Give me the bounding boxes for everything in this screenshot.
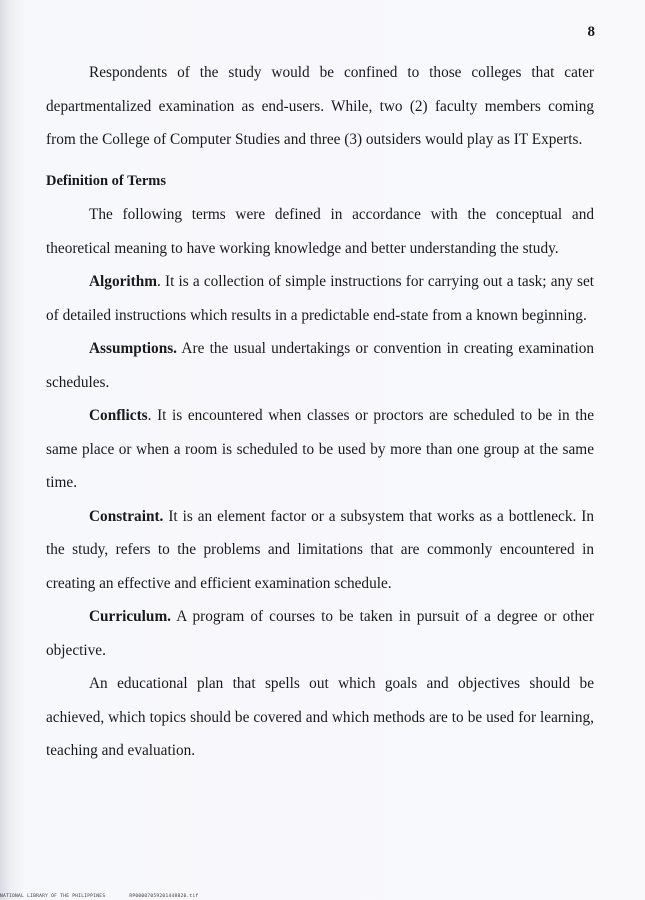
scan-footer [0,894,199,899]
section-heading: Definition of Terms [46,172,167,189]
term-definition: It is an element factor or a subsystem that works as a bottleneck. In the study, refers to the problems and limitations that are commonly encountered in creating an effective and efficient examination schedule. [46,507,594,592]
closing-paragraph: An educational plan that spells out which goals and objectives should be achieved, which topics should be covered and which methods are to be used for learning, teaching and evaluation. [46,675,594,759]
term-label: Assumptions. [89,340,177,357]
term-label: Conflicts [89,407,148,424]
intro-paragraph: The following terms were defined in accordance with the conceptual and theoretical meaning to have working knowledge and better understanding the study. [46,206,594,257]
term-definition: Are the usual undertakings or convention in creating examination schedules. [46,340,594,391]
term-curriculum [46,600,594,667]
document-body [46,56,594,768]
term-definition: . It is a collection of simple instructions for carrying out a task; any set of detailed instructions which results in a predictable end-state from a known beginning. [46,273,594,324]
term-conflicts [46,399,594,500]
term-definition: . It is encountered when classes or proctors are scheduled to be in the same place or when a room is scheduled to be used by more than one group at the same time. [46,407,594,491]
term-label: Algorithm [89,273,157,290]
respondents-paragraph: Respondents of the study would be confined to those colleges that cater departmentalized examination as end-users. While, two (2) faculty members coming from the College of Computer Studies and three (3) outsiders would play as IT Experts. [46,64,594,148]
term-algorithm [46,265,594,332]
term-label: Constraint. [89,507,164,525]
footer-code: RP00007059201448820.tif [129,894,199,899]
footer-library: NATIONAL LIBRARY OF THE PHILIPPINES [0,894,106,899]
page-number: 8 [587,24,595,40]
term-definition: A program of courses to be taken in pursuit of a degree or other objective. [46,608,594,659]
term-assumptions [46,332,594,399]
term-constraint [46,500,594,601]
term-label: Curriculum. [89,608,172,625]
